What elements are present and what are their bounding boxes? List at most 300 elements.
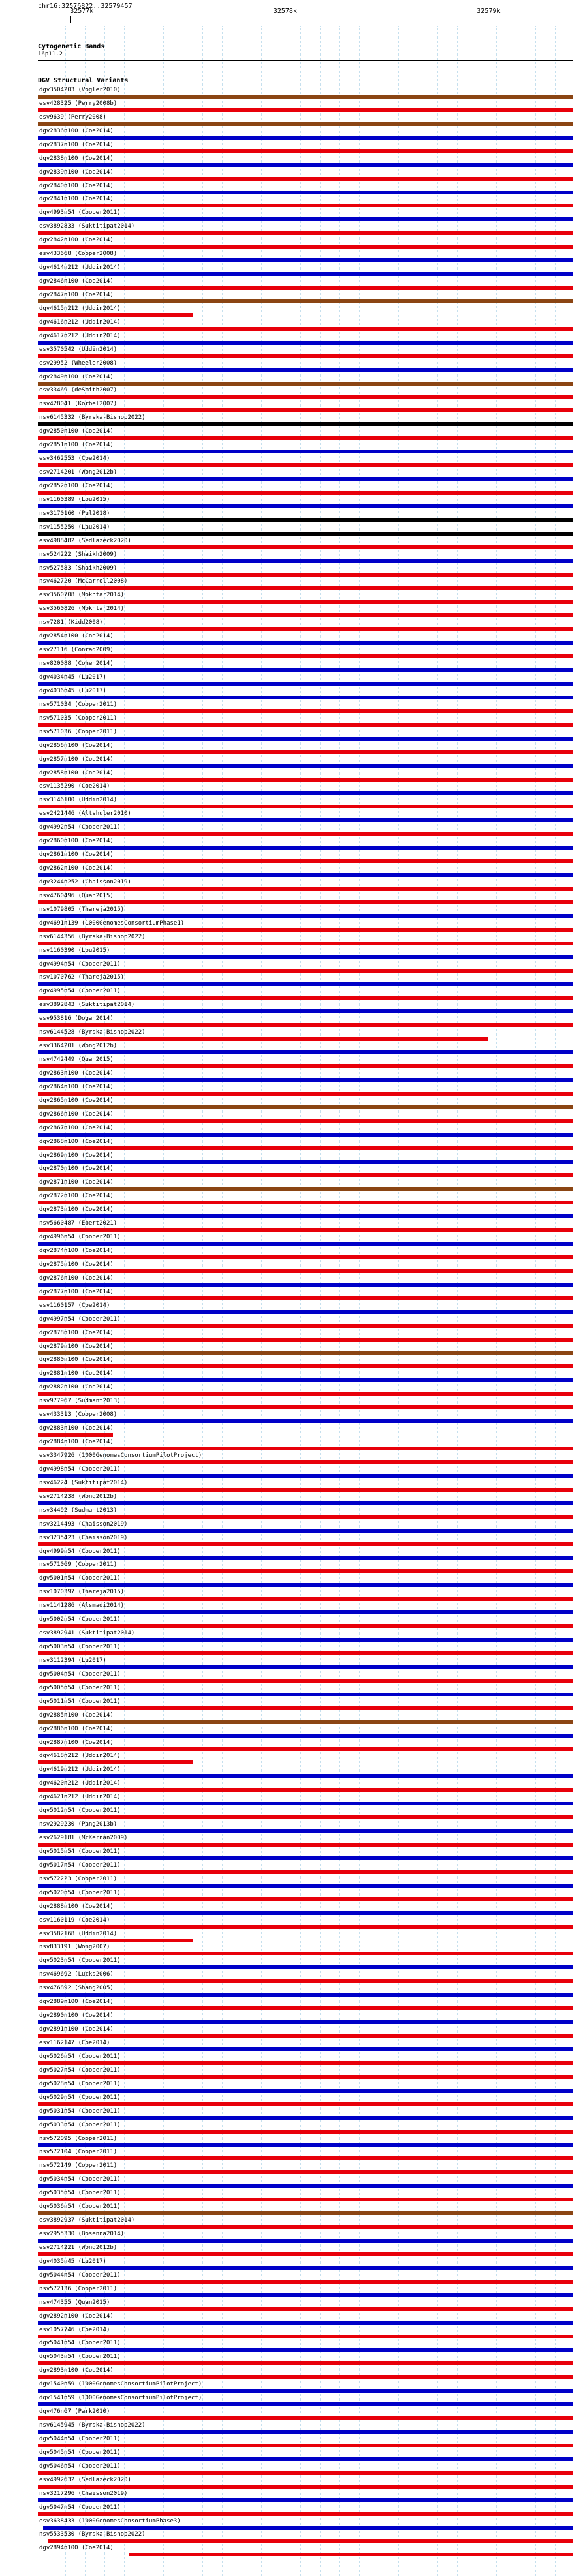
variant-label[interactable]: dgv5002n54 (Cooper2011) [39,1616,121,1623]
variant-label[interactable]: dgv5029n54 (Cooper2011) [39,2094,121,2101]
variant-bar[interactable] [38,613,573,617]
variant-label[interactable]: nsv527583 (Shaikh2009) [39,564,118,572]
variant-bar[interactable] [38,709,573,713]
variant-bar[interactable] [38,1774,573,1778]
variant-label[interactable]: dgv3244n252 (Chaisson2019) [39,878,131,885]
variant-label[interactable]: dgv5004n54 (Cooper2011) [39,1670,121,1678]
variant-bar[interactable] [38,1064,573,1068]
variant-bar[interactable] [38,149,573,153]
variant-label[interactable]: dgv2836n100 (Coe2014) [39,127,114,134]
variant-label[interactable]: esv27116 (Conrad2009) [39,647,114,654]
variant-bar[interactable] [38,2280,573,2284]
variant-bar[interactable] [38,2335,573,2338]
variant-bar[interactable] [38,1788,573,1792]
variant-label[interactable]: esv3582168 (Uddin2014) [39,1930,118,1937]
variant-bar[interactable] [38,1815,573,1819]
variant-label[interactable]: dgv2871n100 (Coe2014) [39,1179,114,1186]
variant-label[interactable]: dgv2861n100 (Coe2014) [39,851,114,859]
variant-label[interactable]: nsv1070762 (Thareja2015) [39,974,125,981]
variant-label[interactable]: esv3347926 (1000GenomesConsortiumPilotProject) [39,1452,202,1459]
variant-label[interactable]: dgv5044n54 (Cooper2011) [39,2271,121,2278]
variant-bar[interactable] [38,395,573,399]
variant-bar[interactable] [38,1228,573,1232]
variant-bar[interactable] [38,791,573,795]
variant-bar[interactable] [38,2471,573,2475]
variant-label[interactable]: nsv3217296 (Chaisson2019) [39,2490,128,2497]
variant-label[interactable]: dgv4620n212 (Uddin2014) [39,1780,121,1787]
variant-label[interactable]: dgv5017n54 (Cooper2011) [39,1862,121,1869]
variant-label[interactable]: nsv571034 (Cooper2011) [39,701,118,708]
variant-label[interactable]: dgv2850n100 (Coe2014) [39,428,114,435]
variant-label[interactable]: esv3892941 (Suktitipat2014) [39,1630,135,1637]
variant-bar[interactable] [38,2361,573,2365]
variant-label[interactable]: nsv3235423 (Chaisson2019) [39,1534,128,1541]
variant-label[interactable]: nsv5660487 (Ebert2021) [39,1220,118,1227]
variant-bar[interactable] [38,258,573,262]
variant-label[interactable]: dgv4615n212 (Uddin2014) [39,305,121,312]
variant-bar[interactable] [38,436,573,440]
variant-label[interactable]: nsv6145332 (Byrska-Bishop2022) [39,414,146,422]
variant-label[interactable]: esv33469 (deSmith2007) [39,387,118,394]
variant-bar[interactable] [38,1870,573,1874]
variant-bar[interactable] [38,2020,573,2024]
variant-label[interactable]: dgv2872n100 (Coe2014) [39,1193,114,1200]
variant-label[interactable]: dgv2881n100 (Coe2014) [39,1370,114,1377]
variant-label[interactable]: dgv2886n100 (Coe2014) [39,1725,114,1732]
variant-label[interactable]: nsv34492 (Sudmant2013) [39,1507,118,1514]
variant-bar[interactable] [38,1419,573,1423]
variant-label[interactable]: nsv476892 (Shang2005) [39,1985,114,1992]
variant-bar[interactable] [38,764,573,768]
variant-bar[interactable] [38,1583,573,1587]
variant-label[interactable]: esv2629181 (McKernan2009) [39,1835,128,1842]
variant-bar[interactable] [38,2457,573,2461]
variant-label[interactable]: dgv4995n54 (Cooper2011) [39,988,121,995]
variant-label[interactable]: dgv2891n100 (Coe2014) [39,2026,114,2033]
variant-label[interactable]: esv2421446 (Altshuler2010) [39,810,131,818]
variant-label[interactable]: dgv4996n54 (Cooper2011) [39,1234,121,1241]
variant-label[interactable]: dgv2865n100 (Coe2014) [39,1097,114,1104]
variant-bar[interactable] [38,1214,573,1218]
variant-label[interactable]: dgv5028n54 (Cooper2011) [39,2080,121,2087]
variant-bar[interactable] [38,1925,573,1929]
variant-bar[interactable] [38,832,573,836]
variant-bar[interactable] [38,217,573,221]
variant-label[interactable]: dgv5033n54 (Cooper2011) [39,2121,121,2128]
variant-bar[interactable] [38,2239,573,2243]
variant-bar[interactable] [38,1965,573,1969]
variant-bar[interactable] [38,1884,573,1888]
variant-bar[interactable] [48,2539,573,2543]
variant-label[interactable]: esv1135290 (Coe2014) [39,783,110,790]
variant-label[interactable]: dgv4034n45 (Lu2017) [39,673,106,681]
variant-label[interactable]: nsv1160390 (Lou2015) [39,947,110,954]
variant-label[interactable]: esv3462553 (Coe2014) [39,455,110,463]
variant-label[interactable]: nsv571036 (Cooper2011) [39,728,118,735]
variant-bar[interactable] [38,1242,573,1246]
cytoband-track-title[interactable]: Cytogenetic Bands [38,43,105,50]
variant-bar[interactable] [38,600,573,604]
variant-bar[interactable] [38,463,573,467]
variant-bar[interactable] [38,532,573,536]
variant-label[interactable]: dgv4997n54 (Cooper2011) [39,1315,121,1323]
variant-label[interactable]: nsv6144356 (Byrska-Bishop2022) [39,933,146,940]
variant-bar[interactable] [38,1310,573,1314]
variant-label[interactable]: nsv572104 (Cooper2011) [39,2149,118,2156]
variant-bar[interactable] [38,245,573,249]
variant-bar[interactable] [38,518,573,522]
variant-label[interactable]: dgv3504203 (Vogler2010) [39,87,121,93]
variant-bar[interactable] [38,2485,573,2489]
variant-bar[interactable] [38,1939,193,1942]
variant-label[interactable]: dgv5020n54 (Cooper2011) [39,1889,121,1896]
variant-bar[interactable] [38,559,573,563]
variant-bar[interactable] [38,2416,573,2420]
variant-bar[interactable] [38,163,573,167]
variant-bar[interactable] [38,1610,573,1614]
variant-bar[interactable] [38,682,573,686]
variant-label[interactable]: nsv5533530 (Byrska-Bishop2022) [39,2531,146,2538]
variant-label[interactable]: dgv4621n212 (Uddin2014) [39,1794,121,1801]
variant-bar[interactable] [38,1119,573,1123]
variant-bar[interactable] [38,1160,573,1164]
variant-label[interactable]: esv4992632 (Sedlazeck2020) [39,2476,131,2483]
variant-label[interactable]: nsv2929230 (Pang2013b) [39,1821,118,1828]
variant-bar[interactable] [43,2526,573,2530]
variant-bar[interactable] [38,122,573,126]
variant-bar[interactable] [38,1283,573,1287]
variant-label[interactable]: dgv5015n54 (Cooper2011) [39,1848,121,1855]
variant-label[interactable]: dgv4993n54 (Cooper2011) [39,209,121,217]
variant-bar[interactable] [38,1597,573,1601]
variant-bar[interactable] [38,2130,573,2134]
variant-label[interactable]: nsv462720 (McCarroll2008) [39,578,128,585]
variant-bar[interactable] [38,750,573,754]
variant-label[interactable]: nsv4760496 (Quan2015) [39,892,114,899]
variant-bar[interactable] [38,286,573,290]
variant-bar[interactable] [38,382,573,386]
variant-bar[interactable] [38,1802,573,1805]
variant-bar[interactable] [38,1460,573,1464]
variant-bar[interactable] [38,1338,573,1342]
variant-bar[interactable] [38,2375,573,2379]
variant-bar[interactable] [38,1133,573,1137]
variant-label[interactable]: dgv2846n100 (Coe2014) [39,278,114,285]
variant-label[interactable]: nsv572223 (Cooper2011) [39,1875,118,1882]
variant-label[interactable]: dgv2883n100 (Coe2014) [39,1425,114,1432]
variant-bar[interactable] [38,1269,573,1273]
variant-label[interactable]: nsv820088 (Cohen2014) [39,660,114,667]
variant-label[interactable]: dgv2892n100 (Coe2014) [39,2312,114,2320]
variant-label[interactable]: dgv5011n54 (Cooper2011) [39,1698,121,1705]
variant-bar[interactable] [38,914,573,918]
variant-label[interactable]: dgv2858n100 (Coe2014) [39,769,114,776]
variant-label[interactable]: dgv2888n100 (Coe2014) [39,1903,114,1910]
variant-label[interactable]: dgv5005n54 (Cooper2011) [39,1684,121,1691]
variant-bar[interactable] [38,1515,573,1519]
variant-bar[interactable] [38,778,573,782]
variant-bar[interactable] [38,627,573,631]
variant-bar[interactable] [38,586,573,590]
variant-bar[interactable] [38,969,573,973]
variant-bar[interactable] [38,1023,573,1027]
variant-label[interactable]: nsv46224 (Suktitipat2014) [39,1479,128,1486]
variant-label[interactable]: nsv3112394 (Lu2017) [39,1657,106,1664]
variant-bar[interactable] [38,191,573,194]
variant-bar[interactable] [38,1433,113,1437]
variant-bar[interactable] [38,2307,573,2311]
variant-label[interactable]: nsv572149 (Cooper2011) [39,2162,118,2170]
variant-label[interactable]: esv428325 (Perry2008b) [39,100,118,107]
variant-bar[interactable] [38,1651,573,1655]
variant-label[interactable]: dgv5031n54 (Cooper2011) [39,2108,121,2115]
variant-label[interactable]: esv2955330 (Bosenna2014) [39,2231,125,2237]
variant-bar[interactable] [38,272,573,276]
variant-label[interactable]: esv9639 (Perry2008) [39,114,106,121]
variant-bar[interactable] [38,177,573,181]
variant-bar[interactable] [38,1351,573,1355]
variant-bar[interactable] [38,95,573,99]
variant-label[interactable]: dgv2887n100 (Coe2014) [39,1739,114,1746]
variant-bar[interactable] [38,2156,573,2160]
variant-bar[interactable] [38,2402,573,2406]
variant-bar[interactable] [38,504,573,508]
variant-bar[interactable] [38,299,573,303]
variant-label[interactable]: esv3892833 (Suktitipat2014) [39,223,135,230]
variant-label[interactable]: dgv2893n100 (Coe2014) [39,2367,114,2374]
variant-bar[interactable] [38,737,573,741]
variant-bar[interactable] [38,723,573,727]
variant-label[interactable]: dgv2838n100 (Coe2014) [39,155,114,162]
variant-label[interactable]: dgv5003n54 (Cooper2011) [39,1644,121,1651]
variant-bar[interactable] [38,1760,193,1764]
variant-label[interactable]: dgv2884n100 (Coe2014) [39,1439,114,1446]
variant-label[interactable]: dgv2879n100 (Coe2014) [39,1343,114,1350]
variant-label[interactable]: dgv4617n212 (Uddin2014) [39,332,121,339]
variant-label[interactable]: dgv2885n100 (Coe2014) [39,1711,114,1719]
variant-label[interactable]: dgv2880n100 (Coe2014) [39,1357,114,1364]
variant-bar[interactable] [38,1050,573,1054]
variant-bar[interactable] [38,136,573,140]
variant-label[interactable]: dgv2866n100 (Coe2014) [39,1111,114,1118]
variant-bar[interactable] [38,477,573,481]
variant-label[interactable]: dgv2890n100 (Coe2014) [39,2012,114,2019]
variant-bar[interactable] [38,1638,573,1642]
variant-label[interactable]: dgv4998n54 (Cooper2011) [39,1465,121,1473]
variant-label[interactable]: dgv2874n100 (Coe2014) [39,1248,114,1255]
variant-bar[interactable] [38,2252,573,2256]
variant-label[interactable]: esv2714221 (Wong2012b) [39,2244,118,2251]
variant-label[interactable]: nsv1141286 (Alsmadi2014) [39,1602,125,1610]
variant-bar[interactable] [38,2225,573,2229]
variant-bar[interactable] [38,2389,573,2393]
variant-label[interactable]: dgv2882n100 (Coe2014) [39,1384,114,1391]
variant-bar[interactable] [38,1324,573,1328]
variant-label[interactable]: esv433668 (Cooper2008) [39,251,118,258]
variant-bar[interactable] [38,1693,573,1696]
variant-bar[interactable] [38,2293,573,2297]
variant-label[interactable]: nsv6145945 (Byrska-Bishop2022) [39,2422,146,2429]
variant-label[interactable]: dgv2894n100 (Coe2014) [39,2545,114,2552]
variant-bar[interactable] [38,873,573,877]
variant-label[interactable]: dgv5041n54 (Cooper2011) [39,2340,121,2347]
dgv-track-title[interactable]: DGV Structural Variants [38,77,129,84]
variant-bar[interactable] [38,641,573,645]
variant-bar[interactable] [38,2198,573,2201]
cytoband-bar[interactable] [38,60,573,61]
variant-label[interactable]: dgv4994n54 (Cooper2011) [39,960,121,968]
variant-bar[interactable] [38,341,573,345]
variant-bar[interactable] [38,573,573,577]
variant-bar[interactable] [38,491,573,495]
variant-label[interactable]: dgv2842n100 (Coe2014) [39,237,114,244]
variant-bar[interactable] [38,928,573,932]
variant-bar[interactable] [38,2211,573,2215]
variant-label[interactable]: esv433313 (Cooper2008) [39,1411,118,1418]
variant-label[interactable]: dgv5027n54 (Cooper2011) [39,2066,121,2074]
variant-label[interactable]: nsv4742449 (Quan2015) [39,1056,114,1064]
variant-bar[interactable] [38,1569,573,1573]
variant-label[interactable]: esv3560826 (Mokhtar2014) [39,606,125,613]
variant-label[interactable]: dgv2840n100 (Coe2014) [39,182,114,189]
variant-label[interactable]: dgv5001n54 (Cooper2011) [39,1575,121,1582]
variant-bar[interactable] [38,1624,573,1628]
variant-label[interactable]: dgv2841n100 (Coe2014) [39,196,114,203]
variant-label[interactable]: nsv571069 (Cooper2011) [39,1561,118,1569]
variant-bar[interactable] [38,1037,488,1041]
variant-label[interactable]: esv2714238 (Wong2012b) [39,1493,118,1500]
variant-label[interactable]: dgv5043n54 (Cooper2011) [39,2354,121,2361]
variant-label[interactable]: dgv5034n54 (Cooper2011) [39,2176,121,2183]
variant-bar[interactable] [38,900,573,904]
variant-label[interactable]: nsv833191 (Wong2007) [39,1944,110,1951]
variant-bar[interactable] [38,1187,573,1191]
variant-label[interactable]: nsv469692 (Lucks2006) [39,1971,114,1978]
variant-bar[interactable] [38,1392,573,1396]
variant-bar[interactable] [38,1488,573,1492]
variant-bar[interactable] [38,2116,573,2120]
variant-bar[interactable] [38,1706,573,1710]
variant-bar[interactable] [38,1665,573,1669]
variant-label[interactable]: dgv2862n100 (Coe2014) [39,865,114,872]
variant-bar[interactable] [38,108,573,112]
variant-bar[interactable] [129,2553,573,2556]
variant-bar[interactable] [38,2170,573,2174]
variant-bar[interactable] [38,1993,573,1997]
variant-label[interactable]: nsv6144528 (Byrska-Bishop2022) [39,1029,146,1036]
variant-label[interactable]: dgv5047n54 (Cooper2011) [39,2504,121,2511]
variant-bar[interactable] [38,668,573,672]
variant-bar[interactable] [38,982,573,986]
variant-bar[interactable] [38,1146,573,1150]
variant-label[interactable]: dgv2851n100 (Coe2014) [39,442,114,449]
variant-label[interactable]: dgv1540n59 (1000GenomesConsortiumPilotProject) [39,2381,202,2388]
variant-label[interactable]: dgv2860n100 (Coe2014) [39,838,114,845]
variant-bar[interactable] [38,1405,573,1409]
variant-bar[interactable] [38,2498,573,2502]
variant-bar[interactable] [38,1734,573,1738]
variant-bar[interactable] [38,2102,573,2106]
variant-label[interactable]: nsv977967 (Sudmant2013) [39,1398,121,1405]
variant-bar[interactable] [38,818,573,822]
variant-label[interactable]: dgv4999n54 (Cooper2011) [39,1548,121,1555]
variant-label[interactable]: esv3638433 (1000GenomesConsortiumPhase3) [39,2517,181,2524]
variant-label[interactable]: nsv1160389 (Lou2015) [39,496,110,503]
variant-label[interactable]: dgv5026n54 (Cooper2011) [39,2053,121,2060]
variant-label[interactable]: dgv2877n100 (Coe2014) [39,1288,114,1295]
variant-label[interactable]: dgv2876n100 (Coe2014) [39,1274,114,1281]
variant-bar[interactable] [38,1529,573,1533]
variant-label[interactable]: nsv474355 (Quan2015) [39,2299,110,2306]
variant-label[interactable]: dgv4619n212 (Uddin2014) [39,1766,121,1773]
variant-label[interactable]: esv1160157 (Coe2014) [39,1302,110,1309]
variant-bar[interactable] [38,1255,573,1259]
variant-bar[interactable] [38,1556,573,1560]
variant-label[interactable]: nsv428041 (Korbel2007) [39,401,118,408]
variant-label[interactable]: nsv572095 (Cooper2011) [39,2135,118,2142]
variant-label[interactable]: dgv2863n100 (Coe2014) [39,1069,114,1077]
variant-bar[interactable] [38,887,573,891]
variant-label[interactable]: dgv2839n100 (Coe2014) [39,168,114,176]
variant-label[interactable]: dgv5045n54 (Cooper2011) [39,2449,121,2456]
variant-bar[interactable] [38,1078,573,1082]
variant-bar[interactable] [38,1856,573,1860]
variant-label[interactable]: nsv3146100 (Uddin2014) [39,797,118,804]
variant-bar[interactable] [38,354,573,358]
variant-label[interactable]: nsv7281 (Kidd2008) [39,619,103,626]
variant-label[interactable]: dgv4614n212 (Uddin2014) [39,264,121,271]
variant-bar[interactable] [38,204,573,207]
variant-bar[interactable] [38,1679,573,1683]
variant-label[interactable]: dgv5012n54 (Cooper2011) [39,1807,121,1815]
variant-label[interactable]: nsv3170160 (Pul2018) [39,510,110,517]
variant-label[interactable]: esv4988482 (Sedlazeck2020) [39,537,131,544]
variant-label[interactable]: dgv2869n100 (Coe2014) [39,1152,114,1159]
variant-label[interactable]: dgv2864n100 (Coe2014) [39,1083,114,1090]
variant-bar[interactable] [38,1501,573,1505]
variant-bar[interactable] [38,231,573,235]
variant-bar[interactable] [38,955,573,959]
variant-label[interactable]: dgv4036n45 (Lu2017) [39,687,106,694]
variant-bar[interactable] [38,2034,573,2038]
variant-bar[interactable] [38,422,573,426]
variant-bar[interactable] [38,1447,573,1450]
variant-label[interactable]: nsv524222 (Shaikh2009) [39,551,118,558]
variant-label[interactable]: dgv2875n100 (Coe2014) [39,1261,114,1268]
variant-bar[interactable] [38,1979,573,1983]
variant-bar[interactable] [38,408,573,412]
variant-label[interactable]: dgv4691n139 (1000GenomesConsortiumPhase1) [39,919,185,927]
variant-label[interactable]: dgv2889n100 (Coe2014) [39,1999,114,2006]
variant-label[interactable]: dgv4992n54 (Cooper2011) [39,824,121,831]
variant-bar[interactable] [38,846,573,850]
variant-label[interactable]: esv3892843 (Suktitipat2014) [39,1002,135,1009]
variant-label[interactable]: dgv5035n54 (Cooper2011) [39,2190,121,2197]
variant-label[interactable]: esv1162147 (Coe2014) [39,2039,110,2046]
variant-label[interactable]: dgv2857n100 (Coe2014) [39,756,114,763]
variant-bar[interactable] [38,1105,573,1109]
variant-label[interactable]: dgv5046n54 (Cooper2011) [39,2462,121,2470]
variant-label[interactable]: dgv2854n100 (Coe2014) [39,633,114,640]
variant-bar[interactable] [38,2430,573,2434]
variant-bar[interactable] [38,1173,573,1177]
variant-bar[interactable] [38,2266,573,2270]
variant-bar[interactable] [38,2089,573,2093]
variant-label[interactable]: dgv5036n54 (Cooper2011) [39,2203,121,2211]
variant-label[interactable]: esv3570542 (Uddin2014) [39,346,118,353]
variant-label[interactable]: dgv4616n212 (Uddin2014) [39,318,121,326]
variant-bar[interactable] [38,942,573,945]
